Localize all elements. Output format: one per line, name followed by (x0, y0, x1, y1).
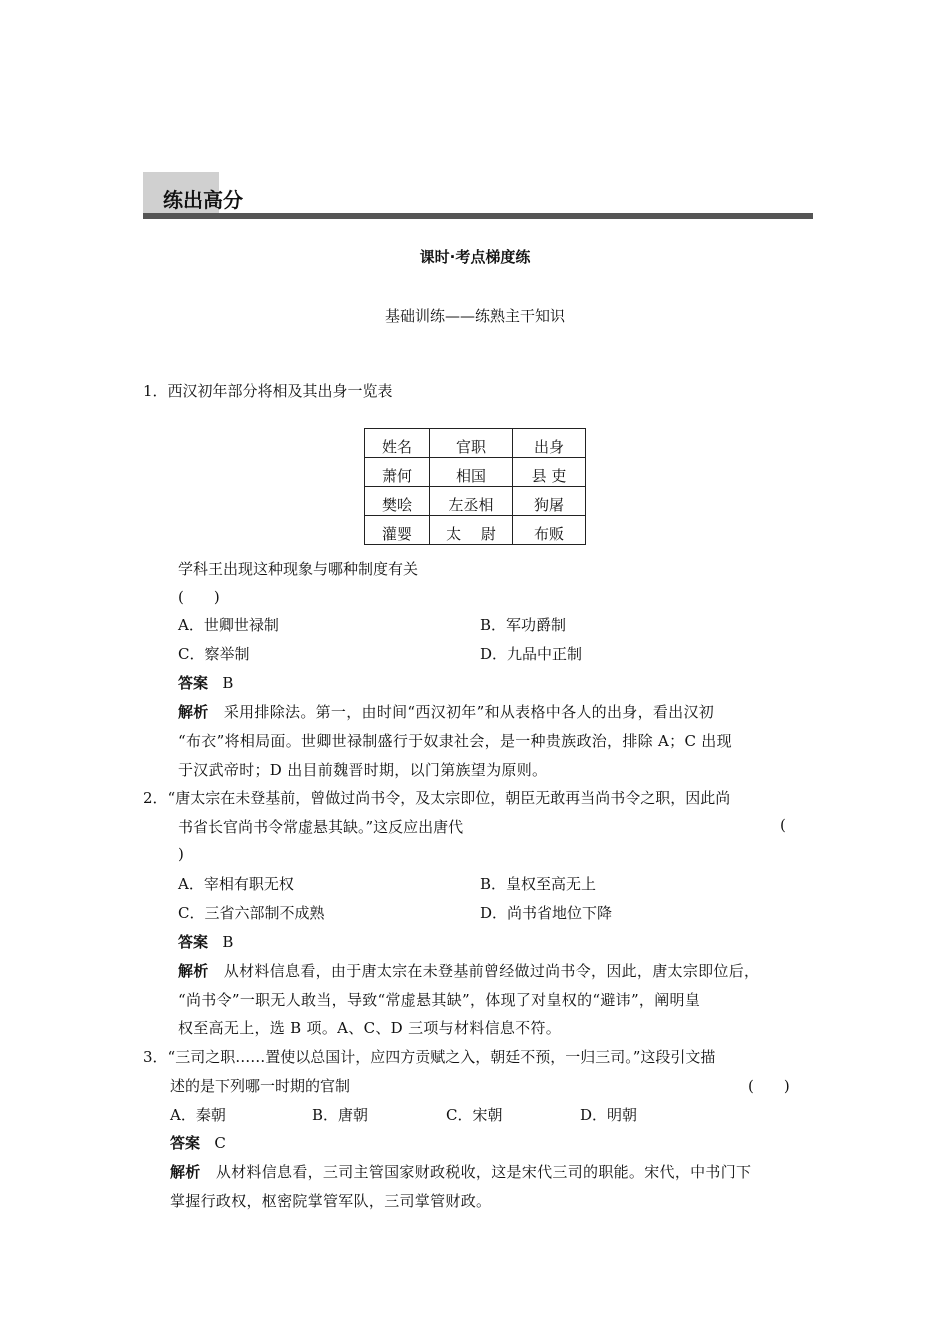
header-title: 练出高分 (163, 188, 243, 212)
q2-option-a: A．宰相有职无权 (178, 875, 294, 893)
q3-stem-line-1: 3．“三司之职……置使以总国计，应四方贡赋之入，朝廷不预，一归三司。”这段引文描 (143, 1048, 716, 1066)
analysis-label: 解析 (170, 1163, 201, 1181)
table-header-cell: 出身 (513, 429, 586, 458)
answer-label: 答案 (178, 674, 209, 692)
analysis-text: 从材料信息看，三司主管国家财政税收，这是宋代三司的职能。宋代，中书门下 (215, 1163, 752, 1181)
q2-stem-line-2: 书省长官尚书令常虚悬其缺。”这反应出唐代 (178, 818, 464, 836)
q3-analysis-line-2: 掌握行政权，枢密院掌管军队，三司掌管财政。 (170, 1192, 492, 1210)
q2-option-c: C．三省六部制不成熟 (178, 904, 325, 922)
section-title: 课时·考点梯度练 (419, 248, 531, 266)
table-cell: 左丞相 (430, 487, 513, 516)
answer-value: B (222, 674, 234, 692)
analysis-label: 解析 (178, 703, 209, 721)
q3-option-b: B．唐朝 (312, 1106, 369, 1124)
answer-label: 答案 (170, 1134, 201, 1152)
q2-stem-line-1: 2．“唐太宗在未登基前，曾做过尚书令，及太宗即位，朝臣无敢再当尚书令之职，因此尚 (143, 789, 731, 807)
table-cell: 布贩 (513, 516, 586, 545)
q1-option-b: B．军功爵制 (480, 616, 567, 634)
answer-value: B (222, 933, 234, 951)
q1-stem: 1．西汉初年部分将相及其出身一览表 (143, 382, 393, 400)
table-header-cell: 官职 (430, 429, 513, 458)
q2-option-d: D．尚书省地位下降 (480, 904, 613, 922)
table-cell: 县 吏 (513, 458, 586, 487)
q1-analysis-line-1 (178, 701, 714, 722)
q2-answer (178, 931, 233, 952)
q3-option-c: C．宋朝 (446, 1106, 503, 1124)
q2-option-b: B．皇权至高无上 (480, 875, 597, 893)
q2-analysis-line-1 (178, 960, 759, 981)
analysis-text: 采用排除法。第一，由时间“西汉初年”和从表格中各人的出身，看出汉初 (223, 703, 715, 721)
table-header-row (365, 429, 586, 458)
q2-bracket-open: ( (780, 816, 786, 834)
q1-stem-after: 学科王出现这种现象与哪种制度有关 (178, 560, 419, 578)
table-row (365, 458, 586, 487)
q1-option-c: C．察举制 (178, 645, 250, 663)
q3-answer (170, 1132, 226, 1153)
q3-bracket: ( ) (748, 1077, 790, 1095)
answer-label: 答案 (178, 933, 209, 951)
table-cell: 萧何 (365, 458, 430, 487)
q3-stem-line-2: 述的是下列哪一时期的官制 (170, 1077, 351, 1095)
table-cell: 相国 (430, 458, 513, 487)
table-cell: 樊哙 (365, 487, 430, 516)
q2-analysis-line-2: “尚书令”一职无人敢当，导致“常虚悬其缺”，体现了对皇权的“避讳”，阐明皇 (178, 991, 701, 1009)
table-row (365, 516, 586, 545)
q1-option-d: D．九品中正制 (480, 645, 583, 663)
q1-analysis-line-3: 于汉武帝时；D 出目前魏晋时期，以门第族望为原则。 (178, 761, 548, 779)
header-rule (143, 213, 813, 219)
q1-answer (178, 672, 233, 693)
table-cell: 灌婴 (365, 516, 430, 545)
q1-table (364, 428, 586, 545)
q1-bracket: ( ) (178, 588, 220, 606)
q2-analysis-line-3: 权至高无上，选 B 项。A、C、D 三项与材料信息不符。 (178, 1019, 562, 1037)
subtitle: 基础训练——练熟主干知识 (384, 307, 565, 325)
q3-analysis-line-1 (170, 1161, 751, 1182)
table-cell: 狗屠 (513, 487, 586, 516)
q3-option-d: D．明朝 (580, 1106, 638, 1124)
answer-value: C (214, 1134, 226, 1152)
q2-bracket-close: ) (178, 845, 184, 863)
table-row (365, 487, 586, 516)
table-header-cell: 姓名 (365, 429, 430, 458)
analysis-text: 从材料信息看，由于唐太宗在未登基前曾经做过尚书令，因此，唐太宗即位后， (223, 962, 760, 980)
q1-option-a: A．世卿世禄制 (178, 616, 279, 634)
q3-option-a: A．秦朝 (170, 1106, 226, 1124)
q1-analysis-line-2: “布衣”将相局面。世卿世禄制盛行于奴隶社会，是一种贵族政治，排除 A；C 出现 (178, 732, 732, 750)
analysis-label: 解析 (178, 962, 209, 980)
table-cell: 太 尉 (430, 516, 513, 545)
